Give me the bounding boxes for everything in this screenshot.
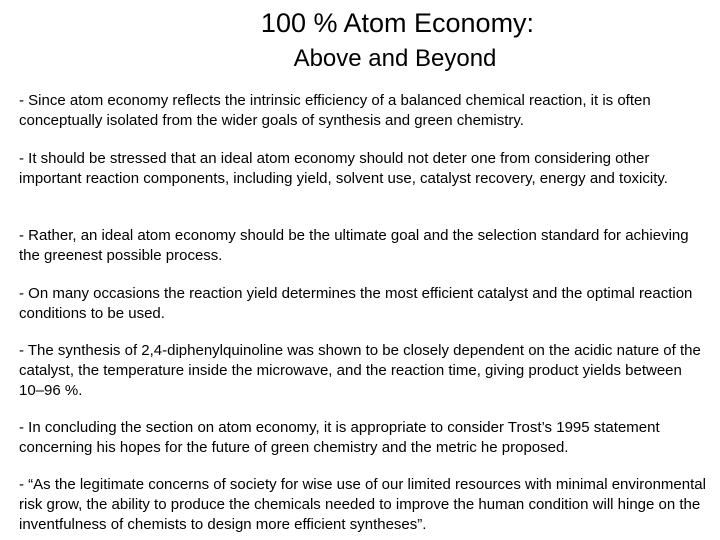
paragraph-trost-quote: - “As the legitimate concerns of society for wise use of our limited resources with minimal environmental risk grow, the ability to produce the chemicals needed to improve the human condition will hinge on the inventfulness of chemists to design more efficient syntheses”. <box>19 476 706 533</box>
paragraph-ultimate-goal: - Rather, an ideal atom economy should be the ultimate goal and the selection standard for achieving the greenest possible process. <box>19 227 689 264</box>
paragraph-quinoline-synthesis: - The synthesis of 2,4-diphenylquinoline was shown to be closely dependent on the acidic nature of the catalyst, the temperature inside the microwave, and the reaction time, giving product yields between 10–96 %. <box>19 342 701 399</box>
slide-title: 100 % Atom Economy: <box>260 8 535 38</box>
paragraph-atom-economy-isolation: - Since atom economy reflects the intrinsic efficiency of a balanced chemical reaction, it is often conceptually isolated from the wider goals of synthesis and green chemistry. <box>19 92 651 129</box>
paragraph-reaction-yield: - On many occasions the reaction yield determines the most efficient catalyst and the optimal reaction conditions to be used. <box>19 285 693 322</box>
paragraph-other-components: - It should be stressed that an ideal atom economy should not deter one from considering other important reaction components, including yield, solvent use, catalyst recovery, energy and toxicity. <box>19 150 668 187</box>
slide-subtitle: Above and Beyond <box>293 45 497 72</box>
paragraph-trost-statement: - In concluding the section on atom economy, it is appropriate to consider Trost’s 1995 statement concerning his hopes for the future of green chemistry and the metric he proposed. <box>19 419 660 456</box>
